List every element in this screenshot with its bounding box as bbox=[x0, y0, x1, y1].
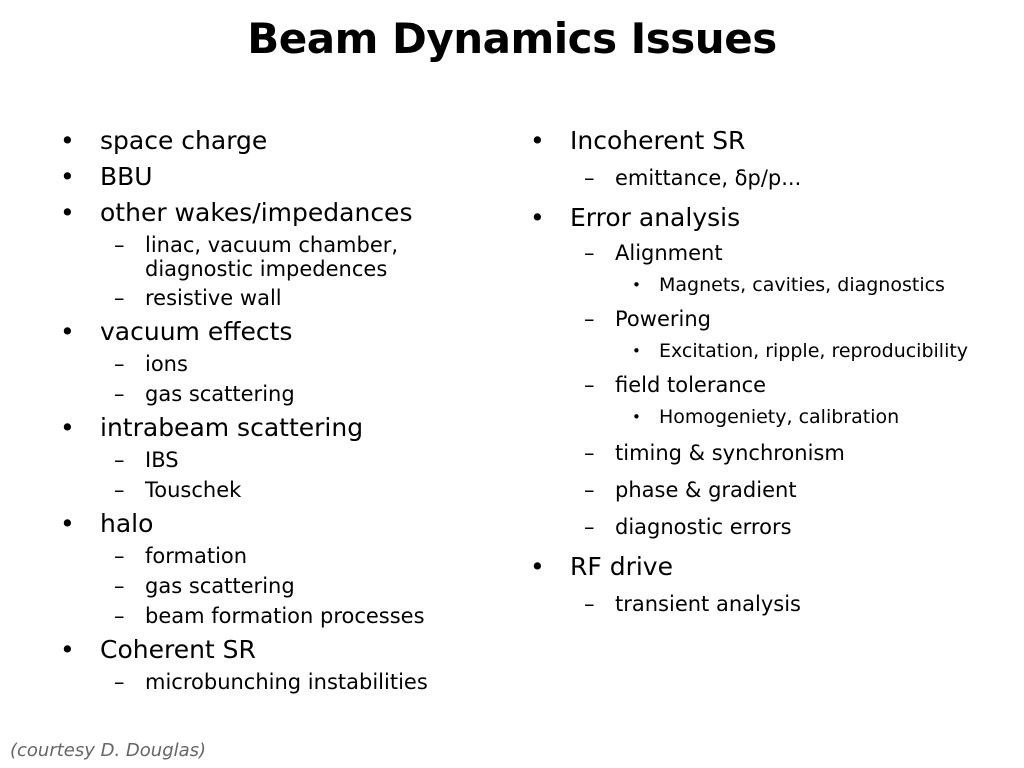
courtesy-footer: (courtesy D. Douglas) bbox=[10, 740, 207, 761]
sub-beam-formation-processes: – beam formation processes bbox=[58, 604, 498, 629]
sub-gas-scattering: – gas scattering bbox=[58, 382, 498, 407]
bullet-other-wakes: • other wakes/impedances bbox=[58, 198, 498, 228]
subsub-magnets: • Magnets, cavities, diagnostics bbox=[528, 274, 1008, 297]
left-column bbox=[58, 120, 498, 695]
subsub-homogeniety: • Homogeniety, calibration bbox=[528, 406, 1008, 429]
bullet-intrabeam-scattering: • intrabeam scattering bbox=[58, 413, 498, 443]
sub-ibs: – IBS bbox=[58, 448, 498, 473]
sub-powering: – Powering bbox=[528, 307, 1008, 332]
sub-linac-vacuum-chamber: – linac, vacuum chamber, diagnostic impedences bbox=[58, 233, 435, 281]
bullet-vacuum-effects: • vacuum effects bbox=[58, 317, 498, 347]
sub-emittance: – emittance, δp/p... bbox=[528, 166, 1008, 191]
sub-transient-analysis: – transient analysis bbox=[528, 592, 1008, 617]
sub-microbunching: – microbunching instabilities bbox=[58, 670, 498, 695]
subsub-excitation: • Excitation, ripple, reproducibility bbox=[528, 340, 1008, 363]
sub-touschek: – Touschek bbox=[58, 478, 498, 503]
slide-title: Beam Dynamics Issues bbox=[247, 14, 777, 63]
sub-field-tolerance: – field tolerance bbox=[528, 373, 1008, 398]
bullet-bbu: • BBU bbox=[58, 162, 498, 192]
sub-timing: – timing & synchronism bbox=[528, 441, 1008, 466]
sub-halo-gas-scattering: – gas scattering bbox=[58, 574, 498, 599]
bullet-incoherent-sr: • Incoherent SR bbox=[528, 126, 1008, 156]
bullet-rf-drive: • RF drive bbox=[528, 552, 1008, 582]
bullet-coherent-sr: • Coherent SR bbox=[58, 635, 498, 665]
bullet-halo: • halo bbox=[58, 509, 498, 539]
sub-alignment: – Alignment bbox=[528, 241, 1008, 266]
sub-phase-gradient: – phase & gradient bbox=[528, 478, 1008, 503]
sub-formation: – formation bbox=[58, 544, 498, 569]
bullet-error-analysis: • Error analysis bbox=[528, 203, 1008, 233]
bullet-space-charge: • space charge bbox=[58, 126, 498, 156]
right-column bbox=[528, 120, 1008, 617]
sub-diagnostic-errors: – diagnostic errors bbox=[528, 515, 1008, 540]
sub-ions: – ions bbox=[58, 352, 498, 377]
sub-resistive-wall: – resistive wall bbox=[58, 286, 498, 311]
